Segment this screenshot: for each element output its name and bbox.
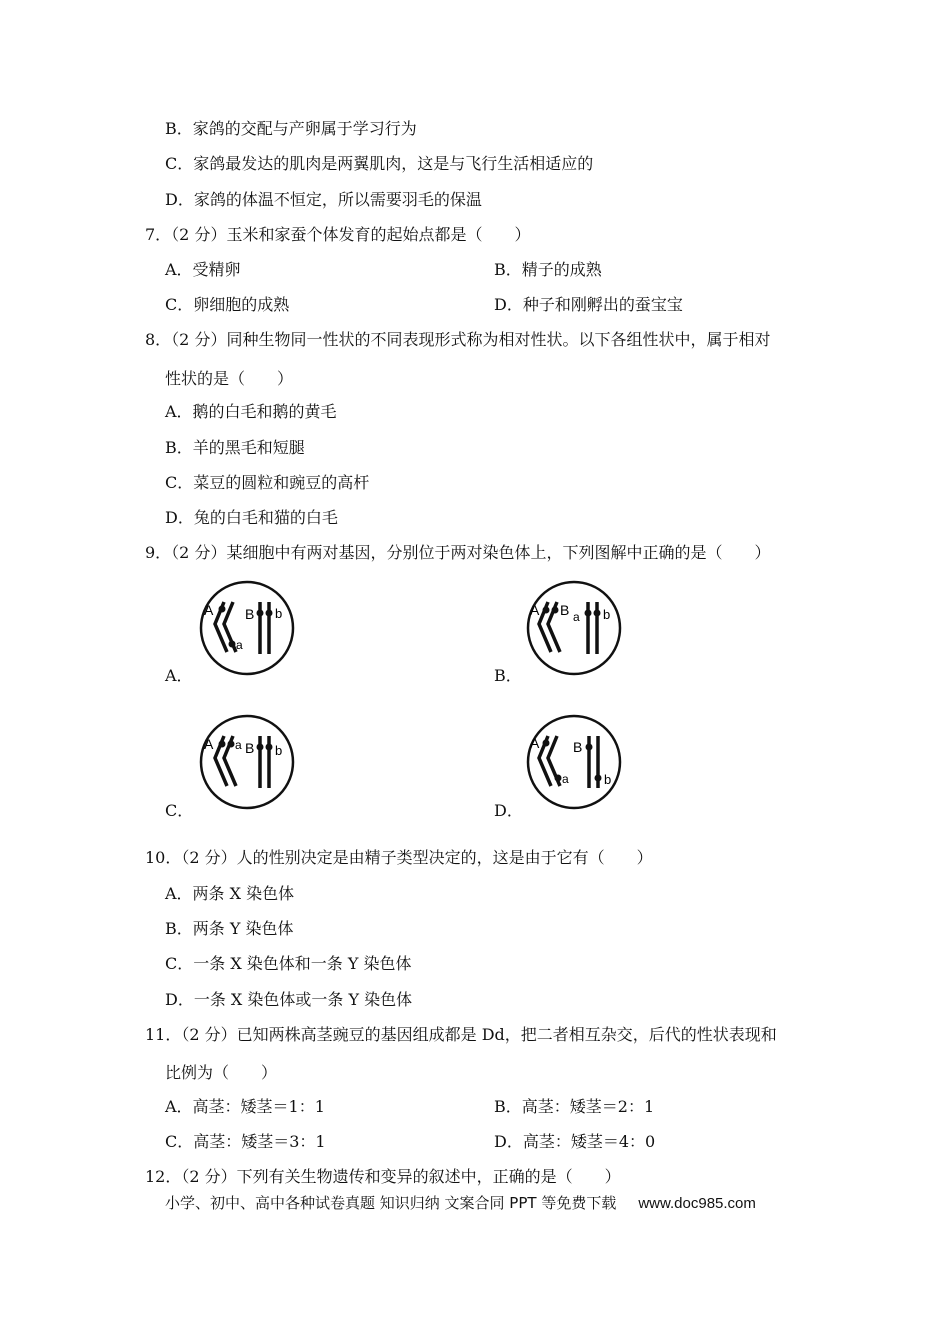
svg-text:b: b <box>275 743 283 758</box>
footer-url[interactable]: www.doc985.com <box>638 1195 756 1212</box>
q9-option-d: D． <box>494 801 523 820</box>
q10-option-c: C．一条 X 染色体和一条 Y 染色体 <box>165 954 412 973</box>
q6-option-b: B．家鸽的交配与产卵属于学习行为 <box>165 119 417 138</box>
q8-stem-line2: 性状的是（ ） <box>165 369 294 388</box>
q11-stem-line1: 11．（2 分）已知两株高茎豌豆的基因组成都是 Dd，把二者相互杂交，后代的性状表现和 <box>145 1025 777 1044</box>
gene-label-A: A <box>204 602 214 618</box>
q8-option-b: B．羊的黑毛和短腿 <box>165 438 305 457</box>
svg-text:b: b <box>603 607 611 622</box>
q10-option-a: A．两条 X 染色体 <box>165 884 295 903</box>
q6-option-c: C．家鸽最发达的肌肉是两翼肌肉，这是与飞行生活相适应的 <box>165 154 594 173</box>
svg-text:a: a <box>573 610 580 624</box>
svg-text:a: a <box>562 772 569 786</box>
q9-diagram-b <box>525 580 625 680</box>
q6-option-d: D．家鸽的体温不恒定，所以需要羽毛的保温 <box>165 190 482 209</box>
q10-stem: 10．（2 分）人的性别决定是由精子类型决定的，这是由于它有（ ） <box>145 848 653 867</box>
svg-text:A: A <box>204 736 214 752</box>
svg-text:A: A <box>530 602 540 618</box>
q7-stem: 7．（2 分）玉米和家蚕个体发育的起始点都是（ ） <box>145 225 531 244</box>
q12-stem: 12．（2 分）下列有关生物遗传和变异的叙述中，正确的是（ ） <box>145 1167 621 1186</box>
q8-option-c: C．菜豆的圆粒和豌豆的高杆 <box>165 473 370 492</box>
svg-text:b: b <box>604 772 612 787</box>
q7-option-b: B．精子的成熟 <box>494 260 602 279</box>
svg-text:B: B <box>573 739 583 755</box>
q7-option-a: A．受精卵 <box>165 260 241 279</box>
gene-label-B: B <box>245 606 255 622</box>
q11-option-b: B．高茎：矮茎＝2：1 <box>494 1097 655 1116</box>
q9-diagram-c <box>198 714 298 814</box>
q9-option-c: C． <box>165 801 194 820</box>
svg-text:a: a <box>235 738 242 752</box>
q10-option-b: B．两条 Y 染色体 <box>165 919 294 938</box>
gene-label-b: b <box>275 606 283 621</box>
svg-text:B: B <box>560 602 570 618</box>
page-footer <box>165 1192 756 1213</box>
q7-option-c: C．卵细胞的成熟 <box>165 295 290 314</box>
q8-stem-line1: 8．（2 分）同种生物同一性状的不同表现形式称为相对性状。以下各组性状中，属于相对 <box>145 330 771 349</box>
q9-stem: 9．（2 分）某细胞中有两对基因，分别位于两对染色体上，下列图解中正确的是（ ） <box>145 543 771 562</box>
q7-option-d: D．种子和刚孵出的蚕宝宝 <box>494 295 683 314</box>
q11-option-d: D．高茎：矮茎＝4：0 <box>494 1132 656 1151</box>
q9-diagram-d <box>525 714 625 814</box>
q8-option-a: A．鹅的白毛和鹅的黄毛 <box>165 402 337 421</box>
footer-text: 小学、初中、高中各种试卷真题 知识归纳 文案合同 PPT 等免费下载 <box>165 1194 617 1212</box>
q8-option-d: D．兔的白毛和猫的白毛 <box>165 508 338 527</box>
q9-diagram-a <box>198 580 298 680</box>
q11-option-c: C．高茎：矮茎＝3：1 <box>165 1132 326 1151</box>
q11-stem-line2: 比例为（ ） <box>165 1063 278 1082</box>
svg-text:B: B <box>245 740 255 756</box>
q9-option-b: B． <box>494 666 522 685</box>
q9-option-a: A． <box>165 666 193 685</box>
svg-text:A: A <box>530 735 540 751</box>
q11-option-a: A．高茎：矮茎＝1：1 <box>165 1097 325 1116</box>
gene-label-a: a <box>236 638 243 652</box>
q10-option-d: D．一条 X 染色体或一条 Y 染色体 <box>165 990 413 1009</box>
